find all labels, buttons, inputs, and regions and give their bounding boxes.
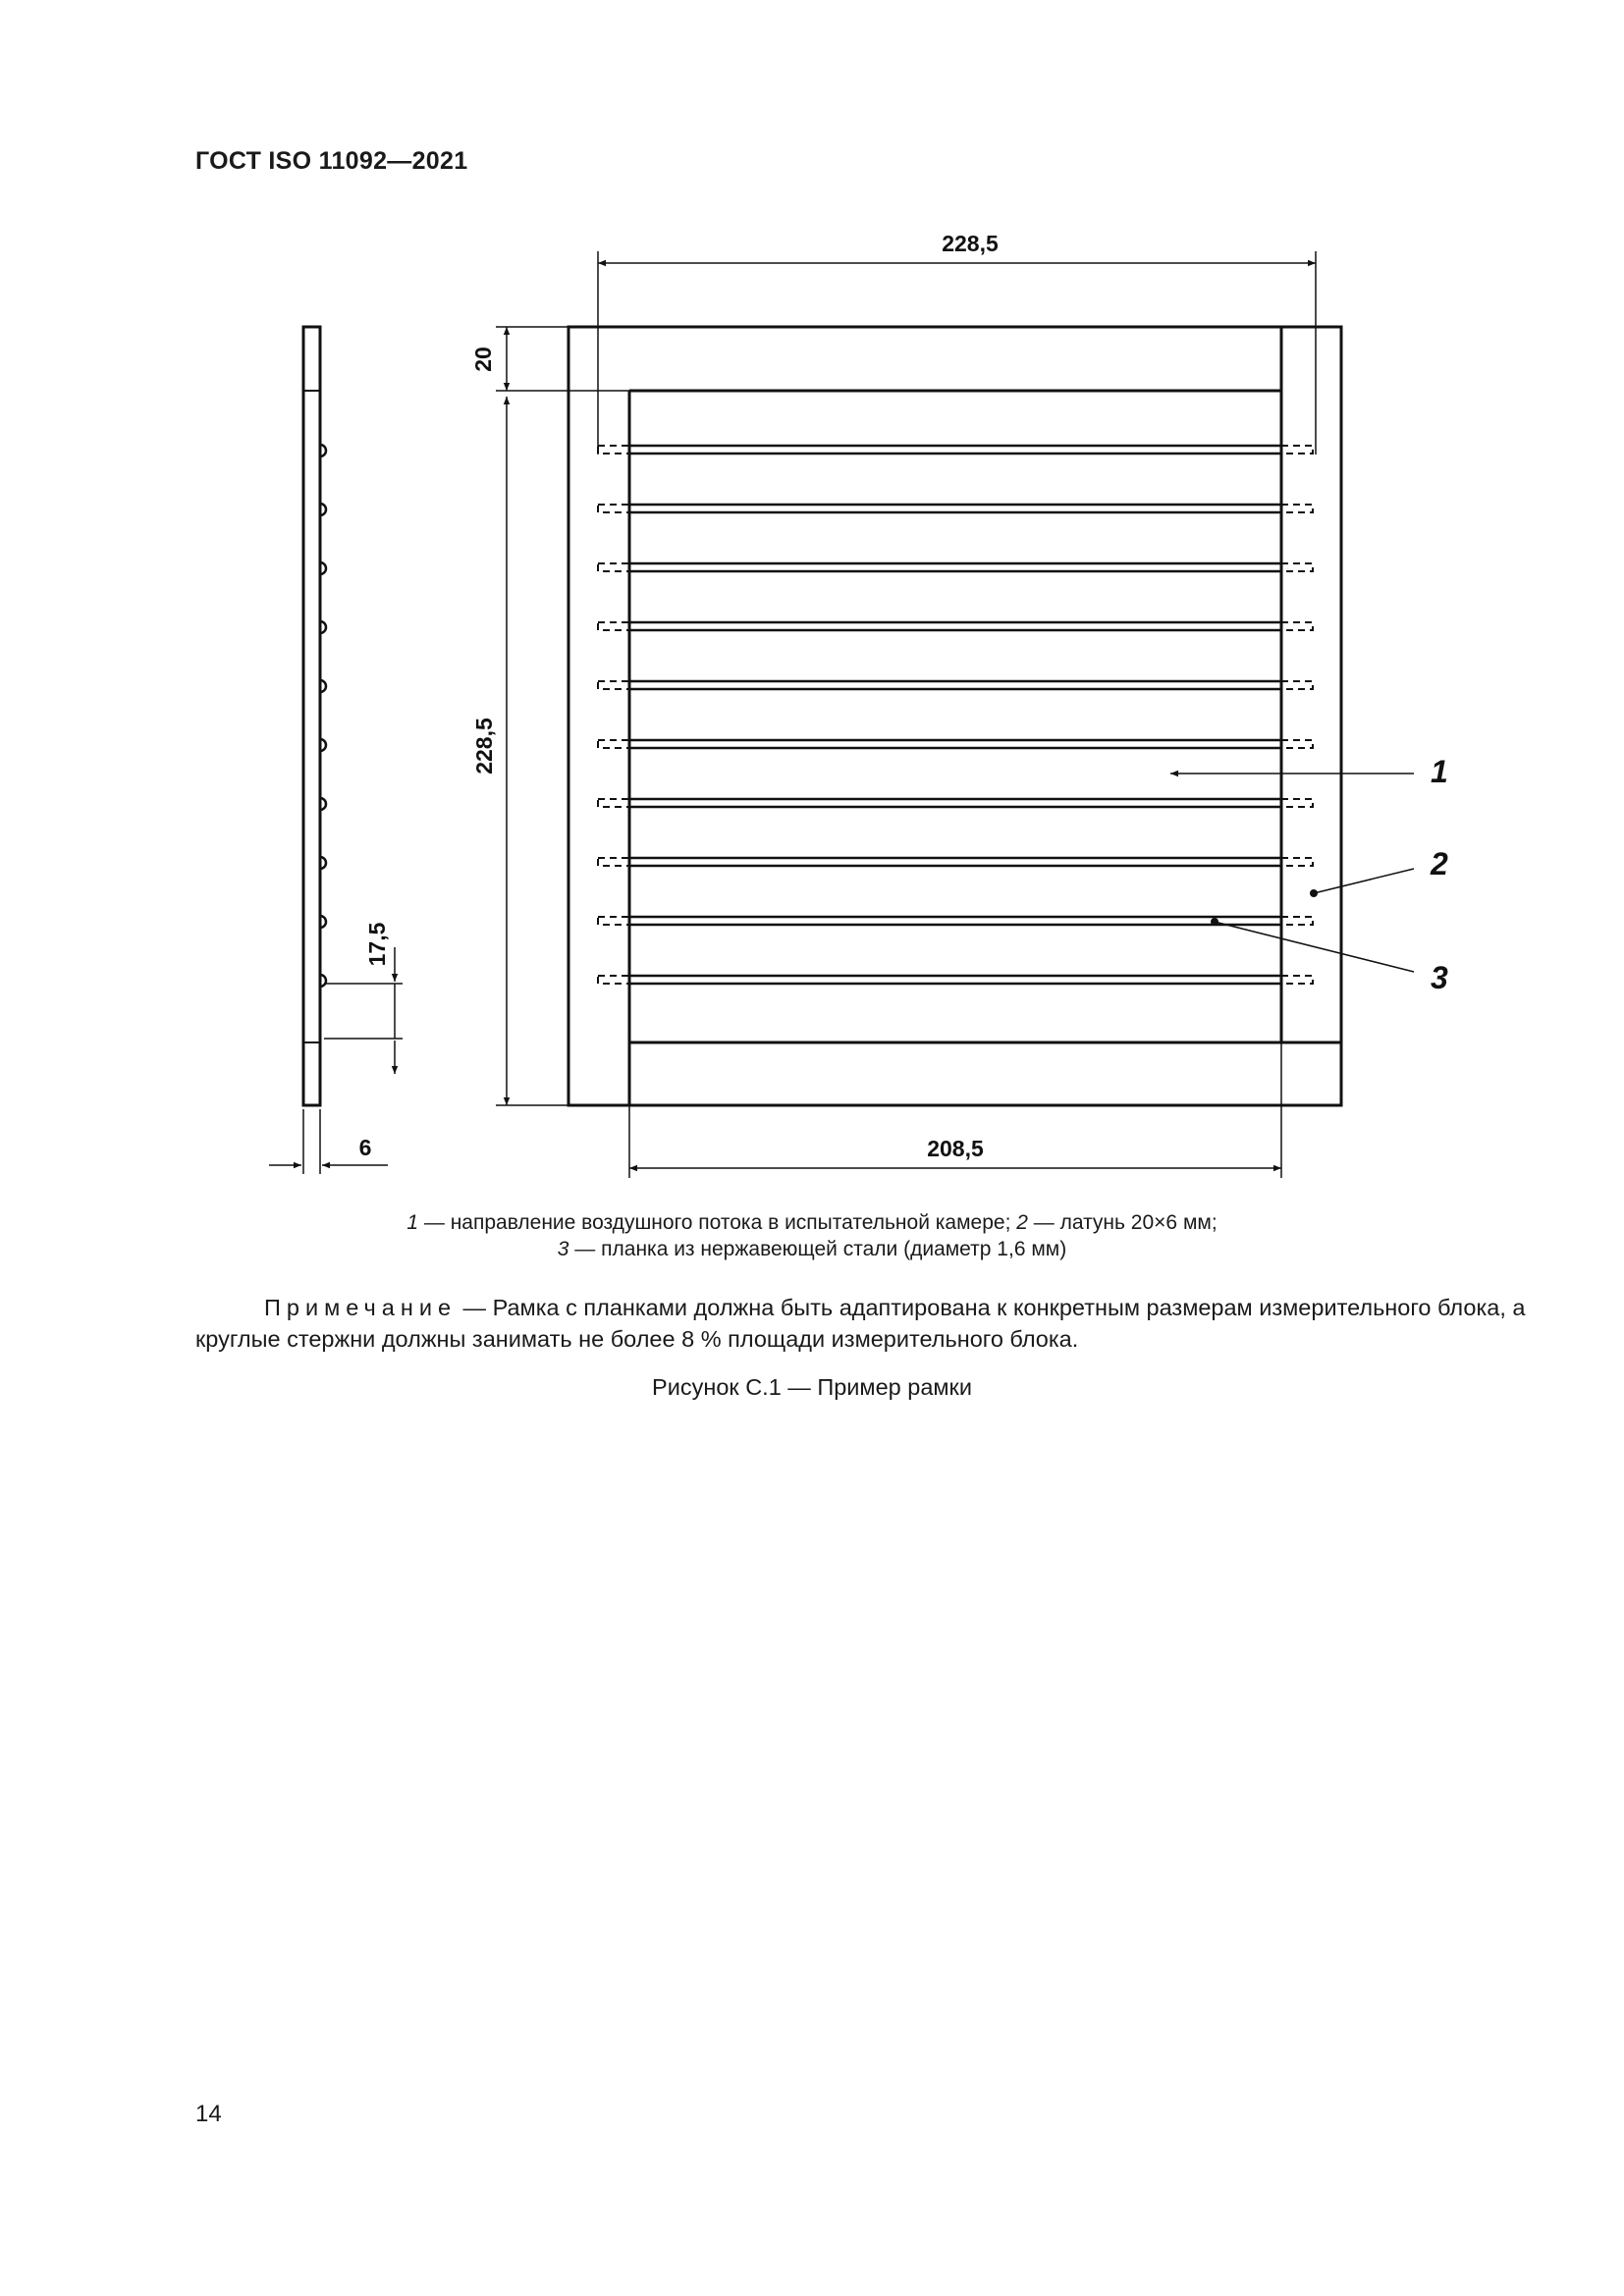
callout-3-dot — [1211, 918, 1218, 926]
figure-legend-line-1 — [0, 1209, 1624, 1236]
note-label: Примечание — [264, 1295, 458, 1320]
callout-2-dot — [1310, 889, 1318, 897]
overall-height-label: 228,5 — [471, 718, 497, 774]
slat — [598, 446, 1313, 454]
legend-item-2-text: — латунь 20×6 мм; — [1027, 1211, 1218, 1234]
rod-pitch-dimension — [324, 947, 403, 1074]
front-view — [568, 327, 1341, 1105]
callout-3-leader — [1215, 922, 1414, 972]
legend-item-1-number: 1 — [406, 1211, 419, 1234]
slat — [598, 917, 1313, 925]
legend-item-3-text: — планка из нержавеющей стали (диаметр 1,6 мм) — [568, 1238, 1067, 1260]
callout-3: 3 — [1431, 960, 1448, 995]
page-header: ГОСТ ISO 11092—2021 — [195, 147, 468, 175]
slat — [598, 799, 1313, 807]
callout-1: 1 — [1431, 754, 1448, 789]
slat — [598, 681, 1313, 689]
legend-item-1-text: — направление воздушного потока в испытательной камере; — [418, 1211, 1017, 1234]
inner-width-label: 208,5 — [927, 1136, 984, 1161]
side-view — [303, 327, 326, 1105]
slat — [598, 622, 1313, 630]
outer-frame — [568, 327, 1341, 1105]
note-text: — Рамка с планками должна быть адаптирована к конкретным размерам измерительного блока, а круглые стержни должны занимать не более 8 % площади измерительного блока. — [195, 1295, 1526, 1352]
slats — [598, 446, 1313, 984]
slat — [598, 858, 1313, 866]
slat — [598, 505, 1313, 512]
top-band-label: 20 — [470, 347, 496, 372]
top-band-dimension — [496, 327, 629, 391]
overall-width-dimension — [598, 251, 1316, 454]
thickness-label: 6 — [358, 1135, 372, 1160]
figure-legend-line-2 — [0, 1236, 1624, 1262]
overall-width-label: 228,5 — [942, 231, 999, 256]
legend-item-2-number: 2 — [1016, 1211, 1028, 1234]
slat — [598, 976, 1313, 984]
rod-pitch-label: 17,5 — [364, 922, 390, 967]
slat — [598, 740, 1313, 748]
callout-2: 2 — [1431, 846, 1448, 881]
note-paragraph — [195, 1292, 1527, 1355]
figure-caption: Рисунок С.1 — Пример рамки — [652, 1374, 972, 1400]
page-number: 14 — [195, 2101, 222, 2127]
callout-2-leader — [1314, 869, 1414, 893]
overall-height-dimension — [496, 397, 568, 1105]
slat — [598, 563, 1313, 571]
legend-item-3-number: 3 — [557, 1238, 569, 1260]
